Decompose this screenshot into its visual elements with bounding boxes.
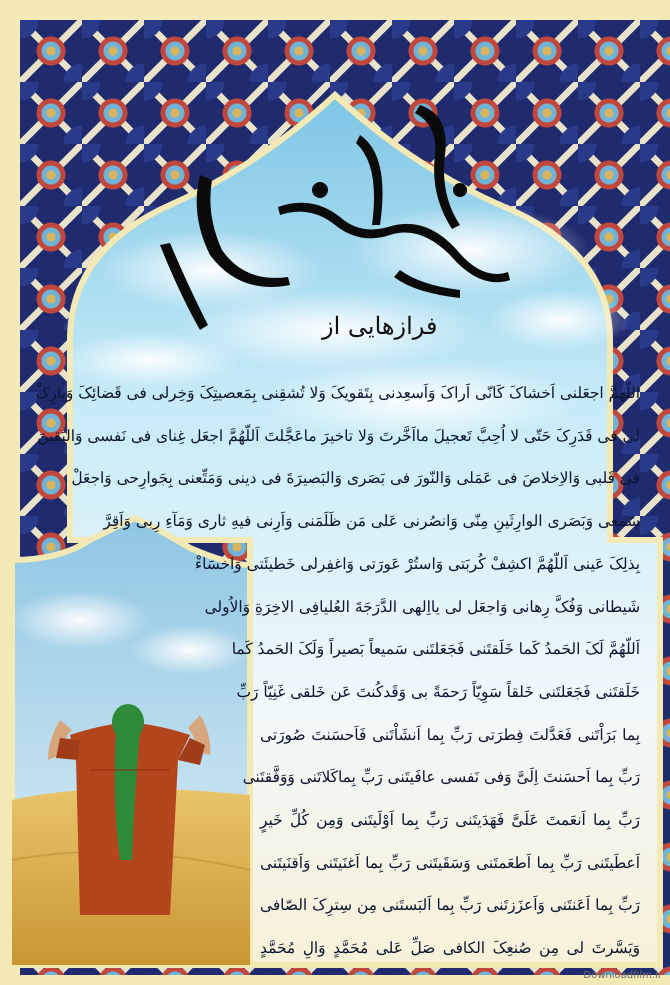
prayer-line: وَیَسَّرتَ لی مِن صُنعِکَ الکافی صَلِّ عَلی مُحَمَّدٍ وَالِ مُحَمَّدٍ	[260, 939, 640, 958]
prayer-line: رَبِّ بِما اَحسَنتَ اِلَیَّ وَفی نَفسی عافَیتَنی رَبِّ بِماکَلاتَنی وَوَفَّقتَنی	[242, 768, 640, 787]
prayer-line: بِما بَرَاْتَنی فَعَدَّلتَ فِطرَتی رَبِّ بِما اَنشَاْتَنی فَاَحسَنتَ صُورَتی	[260, 725, 640, 744]
prayer-line: رَبِّ بِما اَعَنتَنی وَاَعزَزتَنی رَبِّ بِما اَلبَستَنی مِن سِترِکَ الصّافی	[260, 896, 640, 915]
prayer-line: خَلَقتَنی فَجَعَلتَنی خَلقاً سَوِیّاً رَحمَةً بی وَقَدکُنتَ عَن خَلقی غَنِیّاً رَبِّ	[236, 682, 640, 701]
prayer-line: فی قَلبی وَالاِخلاصَ فی عَمَلی وَالنّورَ فی بَصَری وَالبَصیرَةَ فی دینی وَمَتِّعنی بِجَوارِحی وَاجعَلْ	[71, 469, 640, 488]
prayer-text	[35, 372, 640, 970]
prayer-line: اَللّهُمَّ لَکَ الحَمدُ کَما خَلَقتَنی فَجَعَلتَنی سَمیعاً بَصیراً وَلَکَ الحَمدُ کَما	[231, 640, 640, 659]
site-watermark: Downloadfilm.ir	[583, 970, 662, 981]
prayer-line: رَبِّ بِما اَنعَمتَ عَلَیَّ فَهَدَیتَنی رَبِّ بِما اَوْلَیتَنی وَمِن کُلِّ خَیرٍ	[260, 811, 640, 830]
prayer-line: شَیطانی وَفُکَّ رِهانی وَاجعَل لی یااِلهی الدَّرَجَةَ العُلیافِی الاخِرَةِ وَالاُولی	[204, 597, 640, 616]
prayer-line: لی فی قَدَرِکَ حَتّی لا اُحِبَّ تَعجیلَ مااَخَّرتَ وَلا تاخیرَ ماعَجَّلتَ اَللّهُمَّ اجعَل غِنای فی نَفسی وَالیَقینَ	[37, 426, 640, 445]
prayer-line: اَعطَیتَنی رَبِّ بِما اَطعَمتَنی وَسَقَیتَنی رَبِّ بِما اَغنَیتَنی وَاَقنَیتَنی	[260, 853, 640, 872]
prayer-line: اللّهمَّ اجعَلنی اَخشاکَ کَانّی اَراکَ وَاَسعِدنی بِتَقویکَ وَلا تُشقِنی بِمَعصیتِکَ وَخِرلی فی قَضائِکَ وَبارِکْ	[35, 384, 640, 402]
prayer-line: بِذلِکَ عَینی اَللّهُمَّ اکشِفْ کُربَتی وَاستُرْ عَورَتی وَاغفِرلی خَطیئَتی وَاخسَاءْ	[194, 554, 640, 573]
page-subtitle: فرازهایی از	[322, 312, 438, 340]
prayer-line: سَمعی وَبَصَری الوارِثَینِ مِنّی وَانصُرنی عَلی مَن ظَلَمَنی وَاَرِنی فیهِ ثاری وَمَآءِ رِبی وَاَقِرَّ	[103, 512, 640, 531]
